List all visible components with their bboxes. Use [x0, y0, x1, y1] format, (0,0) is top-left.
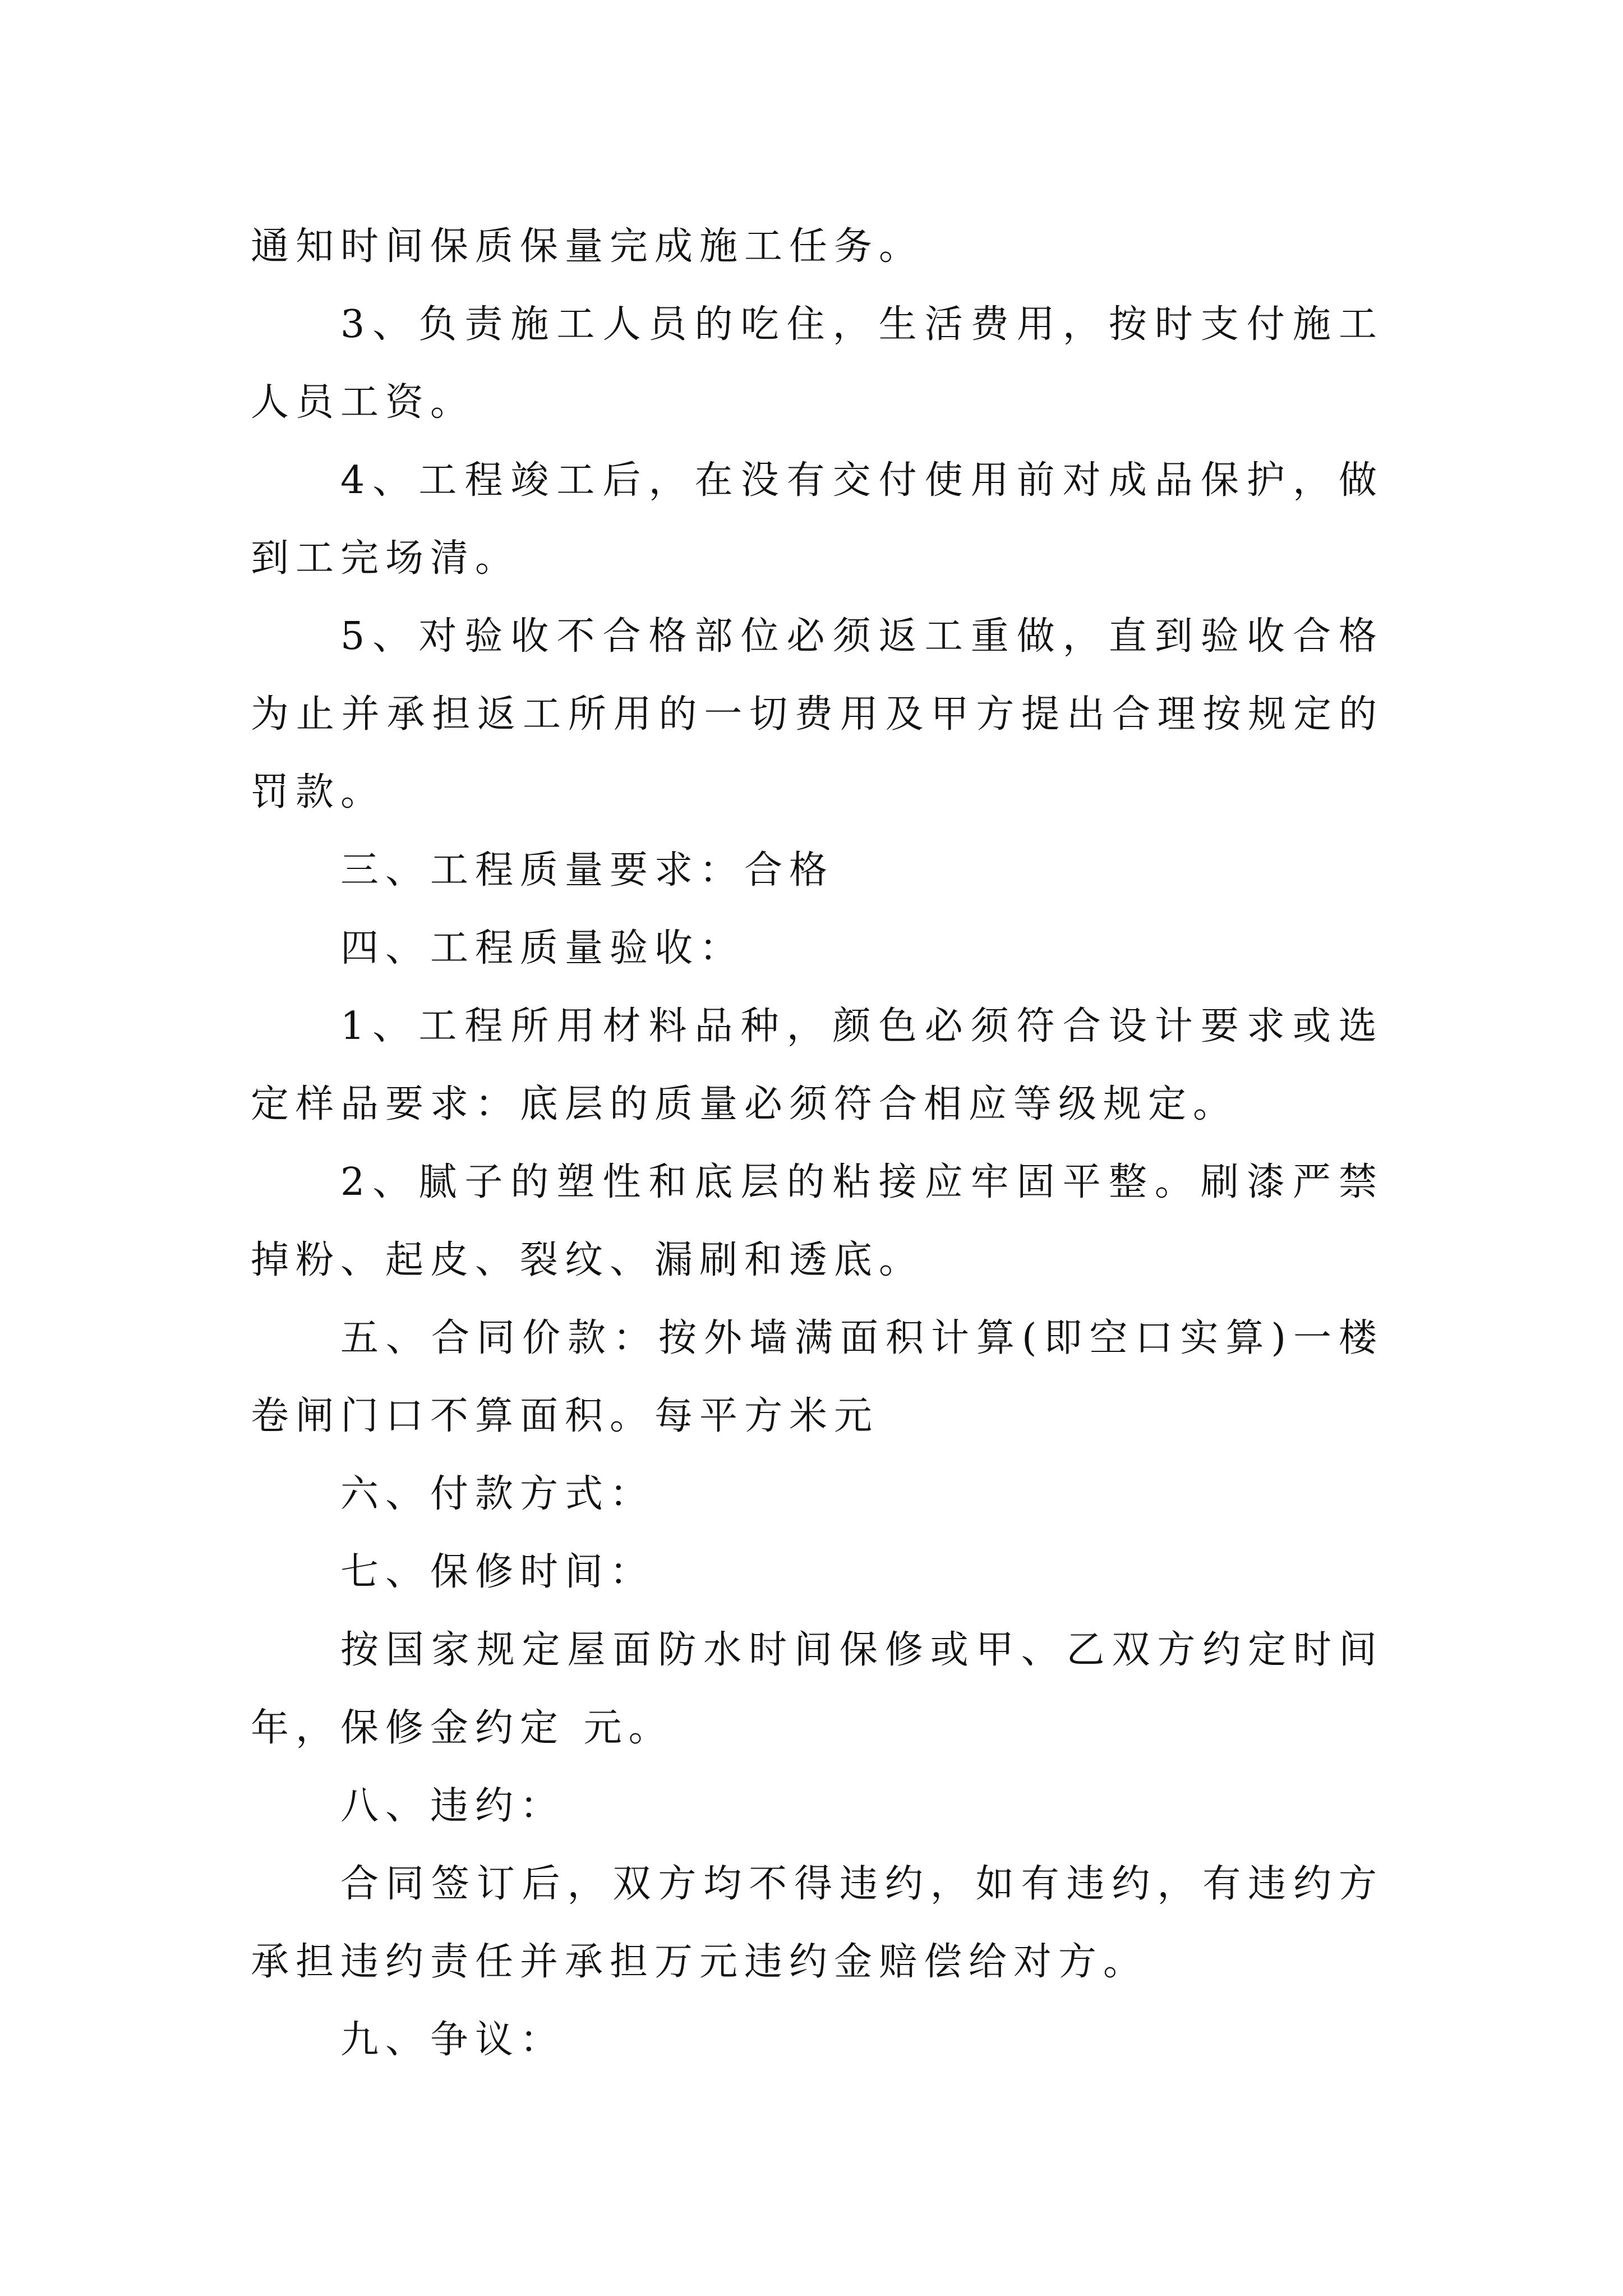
paragraph-7: 1、工程所用材料品种，颜色必须符合设计要求或选定样品要求：底层的质量必须符合相应等级规定。: [251, 1004, 1384, 1126]
document-body: [251, 208, 1384, 2079]
paragraph-9: 五、合同价款：按外墙满面积计算(即空口实算)一楼卷闸门口不算面积。每平方米元: [251, 1316, 1384, 1438]
paragraph-14: 合同签订后，双方均不得违约，如有违约，有违约方承担违约责任并承担万元违约金赔偿给对方。: [251, 1862, 1384, 1984]
paragraph-12: 按国家规定屋面防水时间保修或甲、乙双方约定时间年，保修金约定 元。: [251, 1628, 1384, 1750]
paragraph-6: 四、工程质量验收：: [340, 926, 745, 970]
paragraph-13: 八、违约：: [340, 1784, 565, 1828]
paragraph-1: 通知时间保质保量完成施工任务。: [251, 224, 924, 269]
paragraph-8: 2、腻子的塑性和底层的粘接应牢固平整。刷漆严禁掉粉、起皮、裂纹、漏刷和透底。: [251, 1160, 1384, 1282]
paragraph-3: 4、工程竣工后，在没有交付使用前对成品保护，做到工完场清。: [251, 458, 1384, 581]
paragraph-4: 5、对验收不合格部位必须返工重做，直到验收合格为止并承担返工所用的一切费用及甲方提出合理按规定的罚款。: [251, 614, 1384, 815]
paragraph-2: 3、负责施工人员的吃住，生活费用，按时支付施工人员工资。: [251, 302, 1384, 425]
paragraph-11: 七、保修时间：: [340, 1550, 655, 1594]
paragraph-10: 六、付款方式：: [340, 1472, 655, 1516]
paragraph-5: 三、工程质量要求：合格: [340, 848, 834, 892]
paragraph-15: 九、争议：: [340, 2018, 565, 2062]
